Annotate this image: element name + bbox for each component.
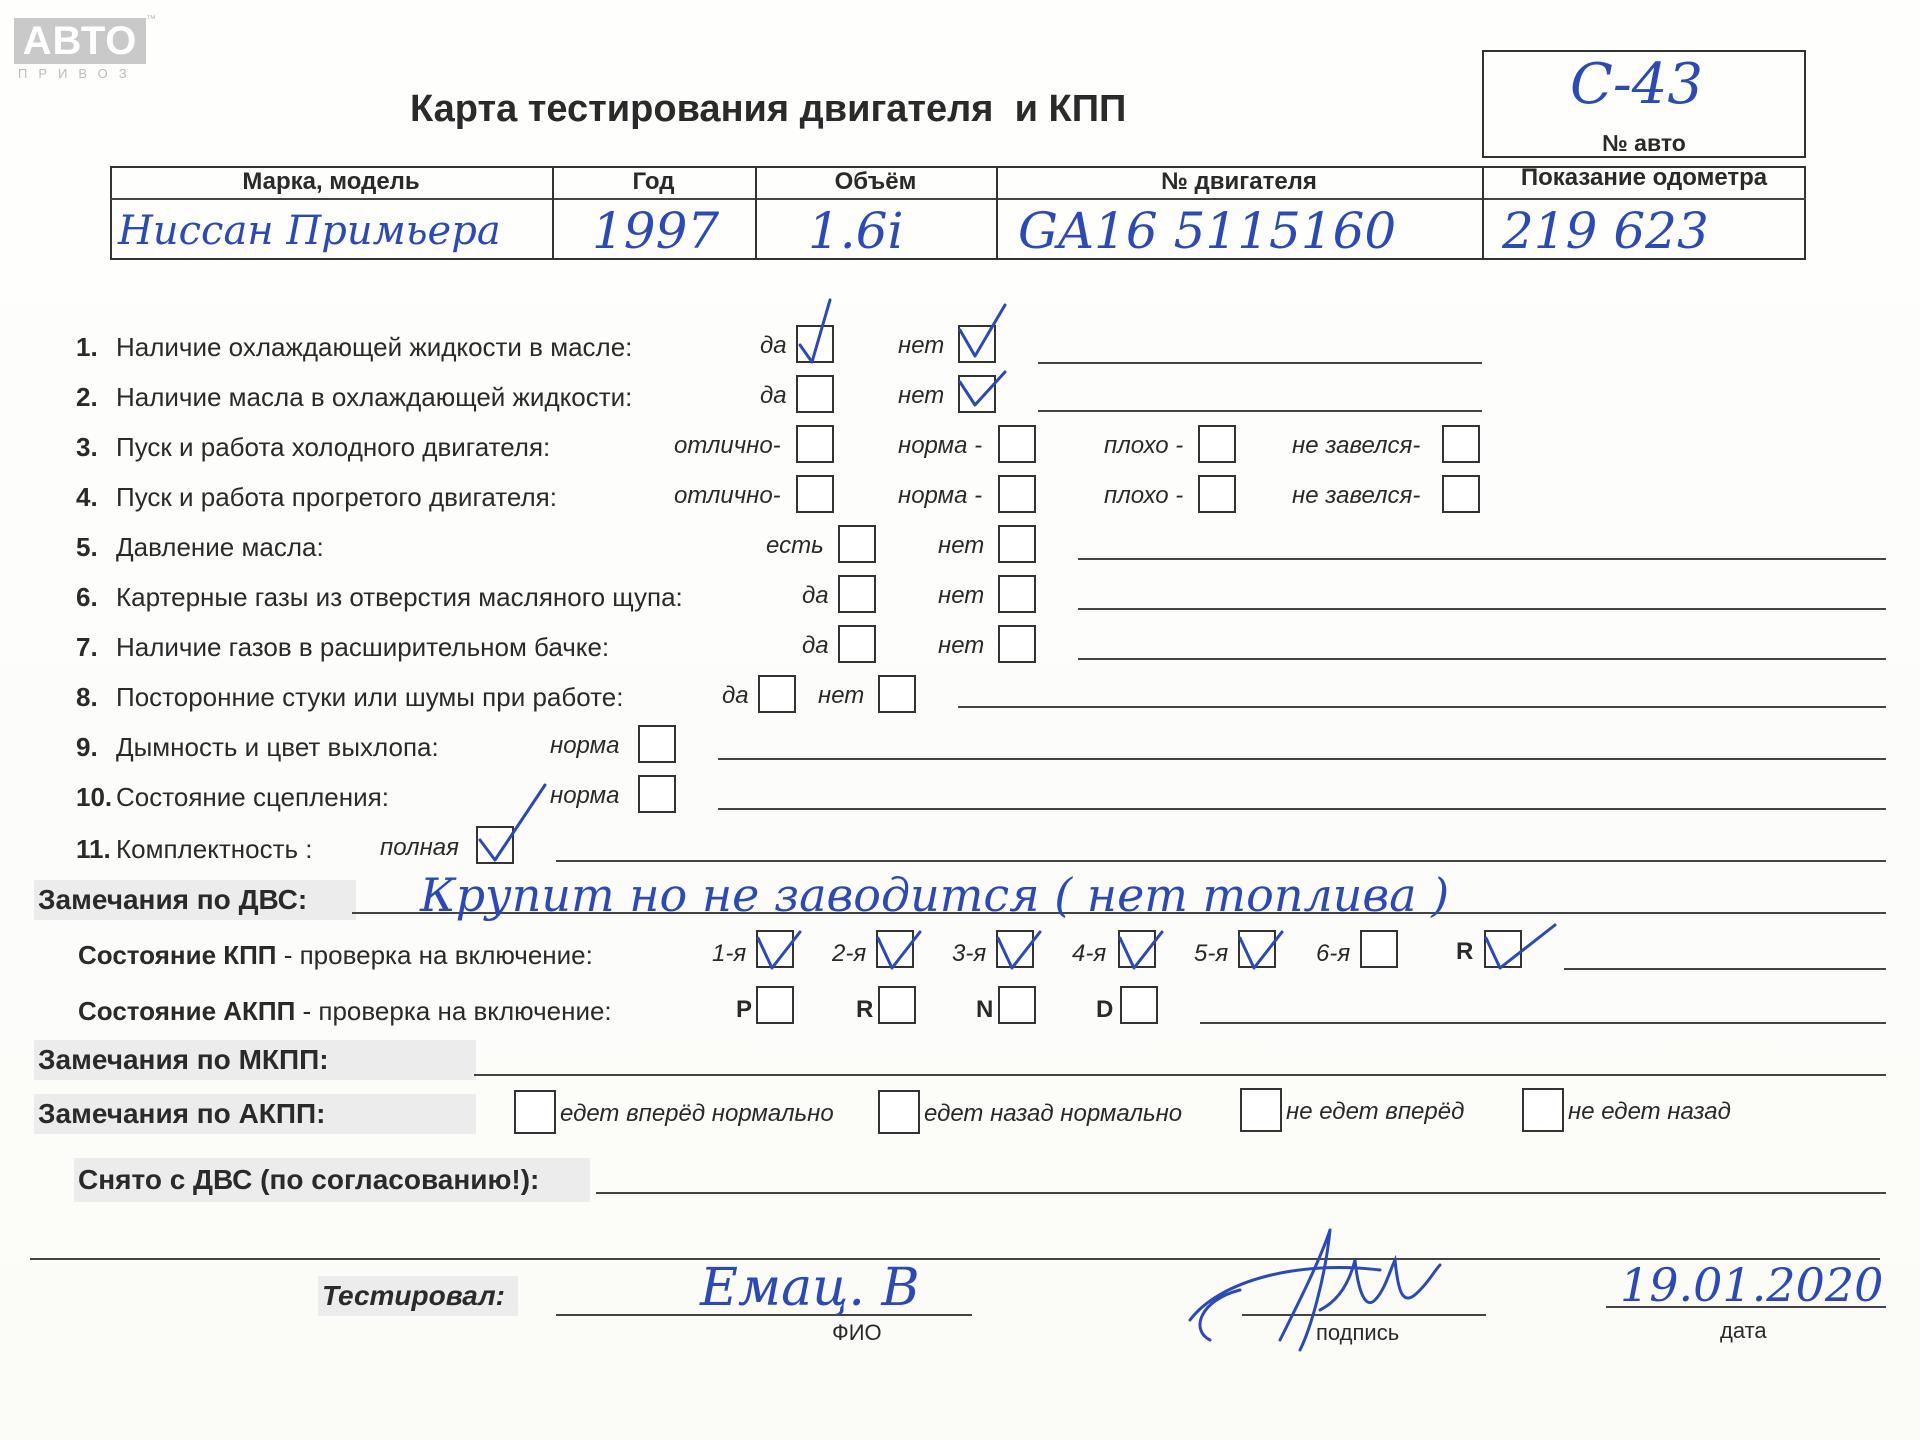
akpp-mode-label: P (736, 996, 753, 1023)
item-number: 6. (76, 582, 98, 612)
option-label: да (802, 632, 829, 659)
item-label: Состояние сцепления: (116, 782, 389, 812)
item-number: 4. (76, 482, 98, 512)
item-number: 9. (76, 732, 98, 762)
check-mark (960, 305, 1005, 356)
option-label: есть (766, 532, 824, 559)
item-number: 11. (76, 834, 111, 864)
check-mark (758, 932, 800, 968)
item-label: Наличие охлаждающей жидкости в масле: (116, 332, 633, 362)
remarks-akpp-label: Замечания по АКПП: (34, 1094, 476, 1134)
akpp-remark-option: едет вперёд нормально (560, 1100, 834, 1127)
signature-caption: подпись (1316, 1320, 1400, 1345)
option-label: плохо - (1104, 432, 1184, 459)
value-volume: 1.6i (808, 202, 904, 260)
car-number-label: № авто (1602, 130, 1686, 156)
remarks-mkpp-label: Замечания по МКПП: (34, 1040, 476, 1080)
item-number: 10. (76, 782, 113, 812)
gear-label: 2-я (832, 940, 867, 967)
header-volume: Объём (834, 168, 917, 195)
item-number: 8. (76, 682, 98, 712)
item-label: Наличие масла в охлаждающей жидкости: (116, 382, 633, 412)
item-label: Комплектность : (116, 834, 313, 864)
tester-name: Емац. В (700, 1258, 920, 1318)
tester-name-caption: ФИО (832, 1320, 882, 1345)
option-label: не завелся- (1292, 482, 1421, 509)
remarks-dvs-label: Замечания по ДВС: (34, 880, 356, 920)
kpp-label-rest: - проверка на включение: (276, 940, 593, 970)
akpp-mode-label: R (856, 996, 874, 1023)
check-mark (480, 785, 545, 860)
option-label: полная (380, 834, 459, 861)
gear-label: 6-я (1316, 940, 1351, 967)
logo-tm: ™ (146, 14, 156, 25)
check-mark (960, 372, 1005, 405)
option-label: отлично- (674, 482, 781, 509)
item-label: Давление масла: (116, 532, 324, 562)
gear-label: 5-я (1194, 940, 1229, 967)
option-label: нет (938, 582, 985, 609)
check-mark (1486, 925, 1555, 968)
value-engine-number: GA16 5115160 (1018, 202, 1397, 260)
gear-label: 3-я (952, 940, 987, 967)
item-label: Дымность и цвет выхлопа: (116, 732, 439, 762)
option-label: норма (550, 732, 620, 759)
option-label: не завелся- (1292, 432, 1421, 459)
header-odometer: Показание одометра (1520, 164, 1768, 191)
akpp-mode-label: N (976, 996, 994, 1023)
item-label: Пуск и работа прогретого двигателя: (116, 482, 557, 512)
akpp-remark-option: не едет вперёд (1286, 1098, 1465, 1125)
check-mark (998, 932, 1040, 968)
option-label: отлично- (674, 432, 781, 459)
header-engine-number: № двигателя (1161, 168, 1317, 195)
item-number: 5. (76, 532, 98, 562)
value-year: 1997 (592, 202, 720, 260)
page-title: Карта тестирования двигателя и КПП (410, 88, 1127, 130)
option-label: да (760, 332, 787, 359)
date-caption: дата (1720, 1318, 1767, 1343)
option-label: норма - (898, 482, 983, 509)
akpp-remark-option: не едет назад (1568, 1098, 1731, 1125)
gear-label: 1-я (712, 940, 747, 967)
akpp-remark-option: едет назад нормально (924, 1100, 1183, 1127)
item-number: 1. (76, 332, 98, 362)
remarks-dvs-handwritten: Крупит но не заводится ( нет топлива ) (420, 868, 1450, 922)
option-label: да (760, 382, 787, 409)
removed-label: Снято с ДВС (по согласованию!): (74, 1158, 590, 1202)
item-label: Наличие газов в расширительном бачке: (116, 632, 610, 662)
car-number-value: C-43 (1570, 52, 1704, 117)
value-make-model: Ниссан Примьера (118, 208, 501, 254)
logo-main: АВТО (14, 18, 146, 64)
check-mark (1240, 932, 1282, 968)
option-label: да (722, 682, 749, 709)
option-label: норма - (898, 432, 983, 459)
value-odometer: 219 623 (1502, 202, 1709, 260)
option-label: нет (898, 332, 945, 359)
akpp-label-rest: - проверка на включение: (295, 996, 612, 1026)
option-label: нет (938, 532, 985, 559)
check-mark (1120, 932, 1162, 968)
test-date: 19.01.2020 (1620, 1258, 1884, 1312)
item-label: Картерные газы из отверстия масляного щупа: (116, 582, 683, 612)
kpp-label-bold: Состояние КПП (78, 940, 277, 970)
option-label: нет (898, 382, 945, 409)
item-label: Посторонние стуки или шумы при работе: (116, 682, 624, 712)
option-label: да (802, 582, 829, 609)
tester-label: Тестировал: (318, 1276, 518, 1316)
header-make-model: Марка, модель (242, 168, 420, 195)
gear-label: 4-я (1072, 940, 1107, 967)
akpp-label-bold: Состояние АКПП (78, 996, 296, 1026)
logo-sub: ПРИВОЗ (18, 66, 138, 81)
option-label: плохо - (1104, 482, 1184, 509)
item-number: 7. (76, 632, 98, 662)
check-mark (878, 932, 920, 968)
gear-label: R (1456, 938, 1474, 965)
item-number: 3. (76, 432, 98, 462)
option-label: норма (550, 782, 620, 809)
check-mark (800, 300, 830, 362)
option-label: нет (818, 682, 865, 709)
option-label: нет (938, 632, 985, 659)
header-year: Год (632, 168, 675, 195)
akpp-mode-label: D (1096, 996, 1114, 1023)
item-number: 2. (76, 382, 98, 412)
item-label: Пуск и работа холодного двигателя: (116, 432, 551, 462)
